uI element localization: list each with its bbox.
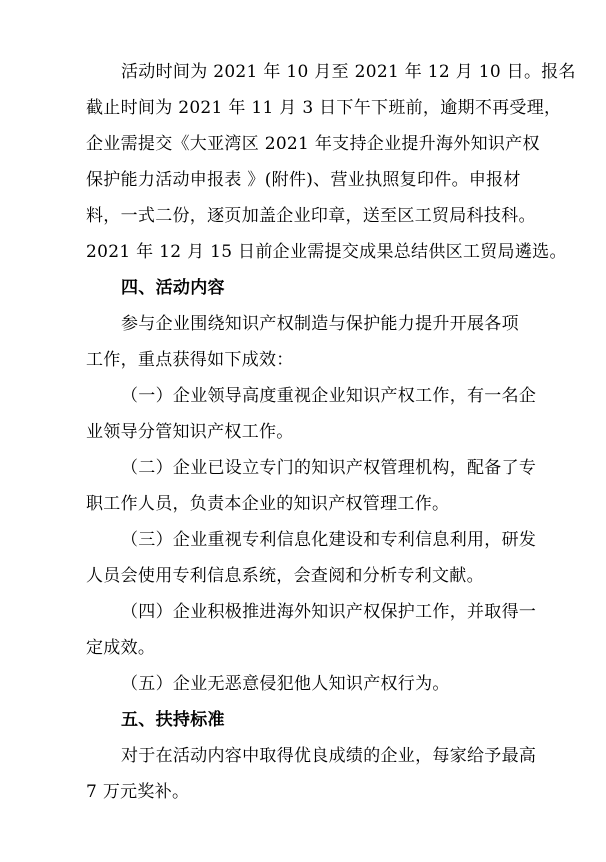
paragraph-line: 企业需提交《大亚湾区 2021 年支持企业提升海外知识产权 — [86, 134, 540, 154]
paragraph-line: 料，一式二份，逐页加盖企业印章，送至区工贸局科技科。 — [86, 206, 536, 226]
list-item-line: （三）企业重视专利信息化建设和专利信息利用，研发 — [121, 530, 537, 550]
list-item-line: （四）企业积极推进海外知识产权保护工作，并取得一 — [121, 602, 537, 622]
paragraph-line: 2021 年 12 月 15 日前企业需提交成果总结供区工贸局遴选。 — [86, 242, 567, 262]
paragraph-line: 参与企业围绕知识产权制造与保护能力提升开展各项 — [121, 314, 519, 334]
section-heading: 四、活动内容 — [121, 278, 225, 298]
paragraph-line: 对于在活动内容中取得优良成绩的企业，每家给予最高 — [121, 746, 537, 766]
list-item-line: 定成效。 — [86, 638, 156, 658]
section-heading: 五、扶持标准 — [121, 710, 225, 730]
list-item-line: （一）企业领导高度重视企业知识产权工作，有一名企 — [121, 386, 537, 406]
list-item-line: （二）企业已设立专门的知识产权管理机构，配备了专 — [121, 458, 537, 478]
list-item-line: （五）企业无恶意侵犯他人知识产权行为。 — [121, 674, 450, 694]
paragraph-line: 保护能力活动申报表 》(附件)、营业执照复印件。申报材 — [86, 170, 521, 190]
list-item-line: 人员会使用专利信息系统，会查阅和分析专利文献。 — [86, 566, 484, 586]
list-item-line: 业领导分管知识产权工作。 — [86, 422, 294, 442]
paragraph-line: 7 万元奖补。 — [86, 782, 190, 802]
list-item-line: 职工作人员，负责本企业的知识产权管理工作。 — [86, 494, 450, 514]
paragraph-line: 活动时间为 2021 年 10 月至 2021 年 12 月 10 日。报名 — [121, 62, 576, 82]
paragraph-line: 截止时间为 2021 年 11 月 3 日下午下班前，逾期不再受理， — [86, 98, 562, 118]
paragraph-line: 工作，重点获得如下成效： — [86, 350, 294, 370]
